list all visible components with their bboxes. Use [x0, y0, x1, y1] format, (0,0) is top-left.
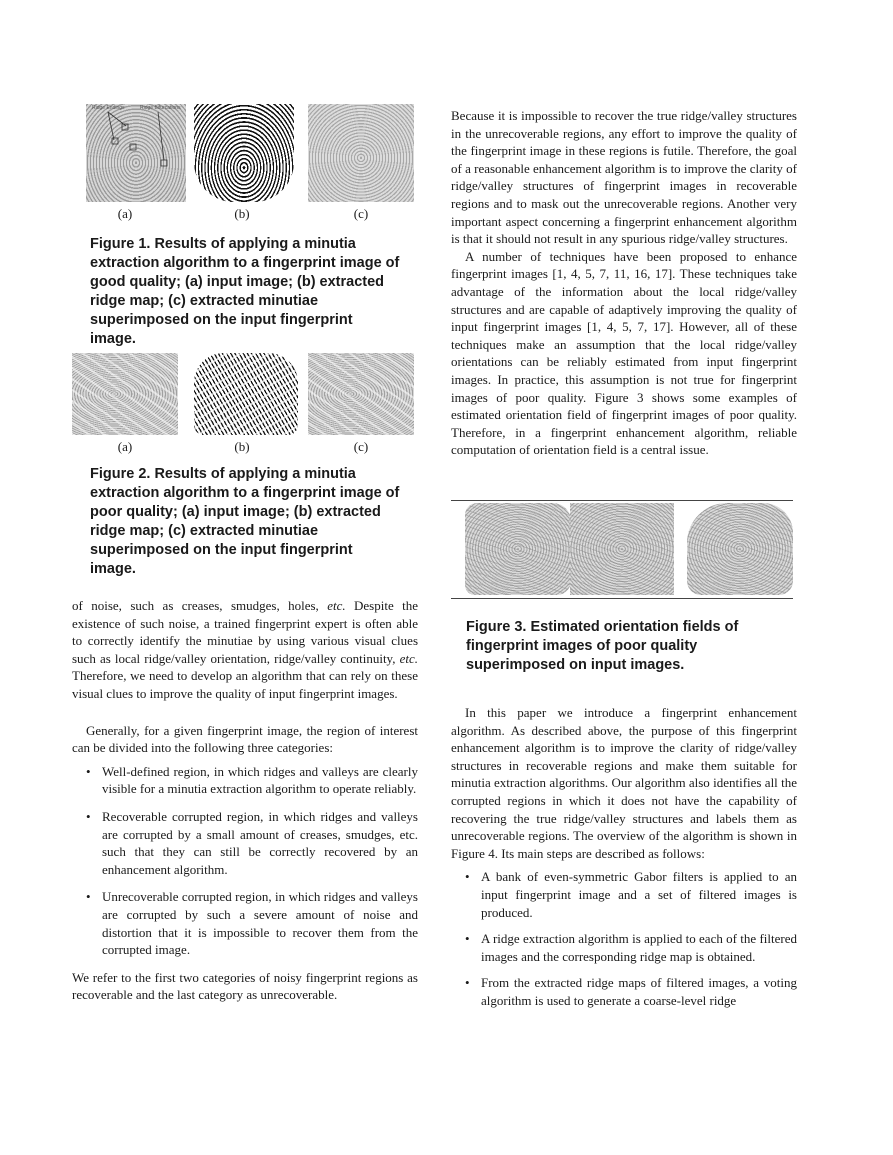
figure-2-caption: Figure 2. Results of applying a minutia extraction algorithm to a fingerprint image of poor quality; (a) input image; (b) extracted ridge map; (c) extracted minutiae superimposed on the input fingerprint image.	[90, 466, 400, 577]
figure-2c-minutiae-image	[308, 353, 414, 435]
right-column-text-top	[451, 107, 797, 459]
left-column-text	[72, 597, 418, 1004]
figure-1a-input-image	[86, 104, 186, 202]
left-paragraph-1: of noise, such as creases, smudges, holes, etc. Despite the existence of such noise, a trained fingerprint expert is often able to correctly identify the minutiae by using various visual clues such as local ridge/valley orientation, ridge/valley continuity, etc. Therefore, we need to develop an algorithm that can rely on these visual clues to improve the quality of input fingerprint images.	[72, 598, 419, 701]
left-paragraph-2: Generally, for a given fingerprint image, the region of interest can be divided into the following three categories:	[72, 722, 418, 756]
figure-1-label-a: (a)	[117, 206, 133, 221]
figure-2-label-c: (c)	[353, 439, 369, 454]
right-paragraph-3: In this paper we introduce a fingerprint enhancement algorithm. As described above, the purpose of this fingerprint enhancement algorithm is to improve the clarity of ridge/valley structures in recoverable regions and make them suitable for minutia extraction algorithms. Our algorithm also identifies all the corrupted regions in which it does not have the capability of recovering the true ridge/valley structures and labels them as unrecoverable regions. The overview of the algorithm is shown in Figure 4. Its main steps are described as follows:	[451, 705, 797, 861]
list-item: • A ridge extraction algorithm is applied to each of the filtered images and the corresponding ridge map is obtained.	[465, 931, 797, 964]
minutiae-marker-lines	[86, 104, 186, 202]
figure-2a-input-image	[72, 353, 178, 435]
figure-3-top-rule	[451, 500, 793, 501]
figure-1-caption: Figure 1. Results of applying a minutia extraction algorithm to a fingerprint image of good quality; (a) input image; (b) extracted ridge map; (c) extracted minutiae superimposed on the input fingerprint image.	[90, 236, 400, 347]
right-paragraph-1: Because it is impossible to recover the true ridge/valley structures in the unrecoverable regions, any effort to improve the quality of the fingerprint image in these regions is futile. Therefore, the goal of a reasonable enhancement algorithm is to improve the clarity of ridge/valley structures of fingerprint images in recoverable regions and to mask out the unrecoverable regions. Another very important aspect concerning a fingerprint enhancement algorithm is that it should not result in any spurious ridge/valley structures.	[451, 108, 797, 247]
figure-2	[72, 350, 418, 582]
figure-2-label-a: (a)	[117, 439, 133, 454]
list-item: • A bank of even-symmetric Gabor filters is applied to an input fingerprint image and a set of filtered images is produced.	[465, 869, 797, 920]
figure-1c-minutiae-image	[308, 104, 414, 202]
figure-3-bottom-rule	[451, 598, 793, 599]
figure-1b-ridge-map	[194, 104, 294, 202]
list-item: • Recoverable corrupted region, in which ridges and valleys are corrupted by a small amount of creases, smudges, etc. such that they can still be correctly recovered by an enhancement algorithm.	[86, 808, 418, 877]
figure-3-image-1	[465, 503, 571, 595]
list-item: • Well-defined region, in which ridges and valleys are clearly visible for a minutia extraction algorithm to operate reliably.	[86, 763, 418, 797]
figure-3-caption: Figure 3. Estimated orientation fields of fingerprint images of poor quality superimposed on input images.	[466, 619, 739, 673]
figure-3	[451, 503, 797, 683]
figure-3-image-3	[687, 503, 793, 595]
right-paragraph-2: A number of techniques have been proposed to enhance fingerprint images [1, 4, 5, 7, 11, 16, 17]. These techniques take advantage of the information about the local ridge/valley structures and are capable of adaptively improving the quality of input fingerprint images [1, 4, 5, 7, 17]. However, all of these techniques make an assumption that the local ridge/valley orientations can be reliably estimated from input fingerprint images. In practice, this assumption is not true for fingerprint images of poor quality. Figure 3 shows some examples of estimated orientation field of fingerprint images of poor quality. Therefore, in a fingerprint enhancement algorithm, reliable computation of orientation field is a central issue.	[451, 248, 797, 458]
figure-3-image-2	[570, 503, 674, 595]
right-column-text-bottom	[451, 704, 797, 1010]
ridge-bifurcations-label: Ridge Bifurcations	[140, 105, 181, 111]
list-item: • From the extracted ridge maps of filtered images, a voting algorithm is used to generate a coarse-level ridge	[465, 975, 797, 1008]
left-paragraph-3: We refer to the first two categories of noisy fingerprint regions as recoverable and the last category as unrecoverable.	[72, 969, 418, 1003]
figure-1-label-b: (b)	[234, 206, 250, 221]
ridge-endings-label: Ridge Endings	[92, 105, 125, 111]
list-item: • Unrecoverable corrupted region, in which ridges and valleys are corrupted by such a severe amount of noise and distortion that it is impossible to recover them from the corrupted image.	[86, 889, 418, 958]
figure-1-label-c: (c)	[353, 206, 369, 221]
figure-1	[72, 100, 418, 347]
figure-2b-ridge-map	[194, 353, 298, 435]
algorithm-steps-list	[451, 868, 797, 1009]
region-categories-list	[72, 763, 418, 959]
figure-2-label-b: (b)	[234, 439, 250, 454]
